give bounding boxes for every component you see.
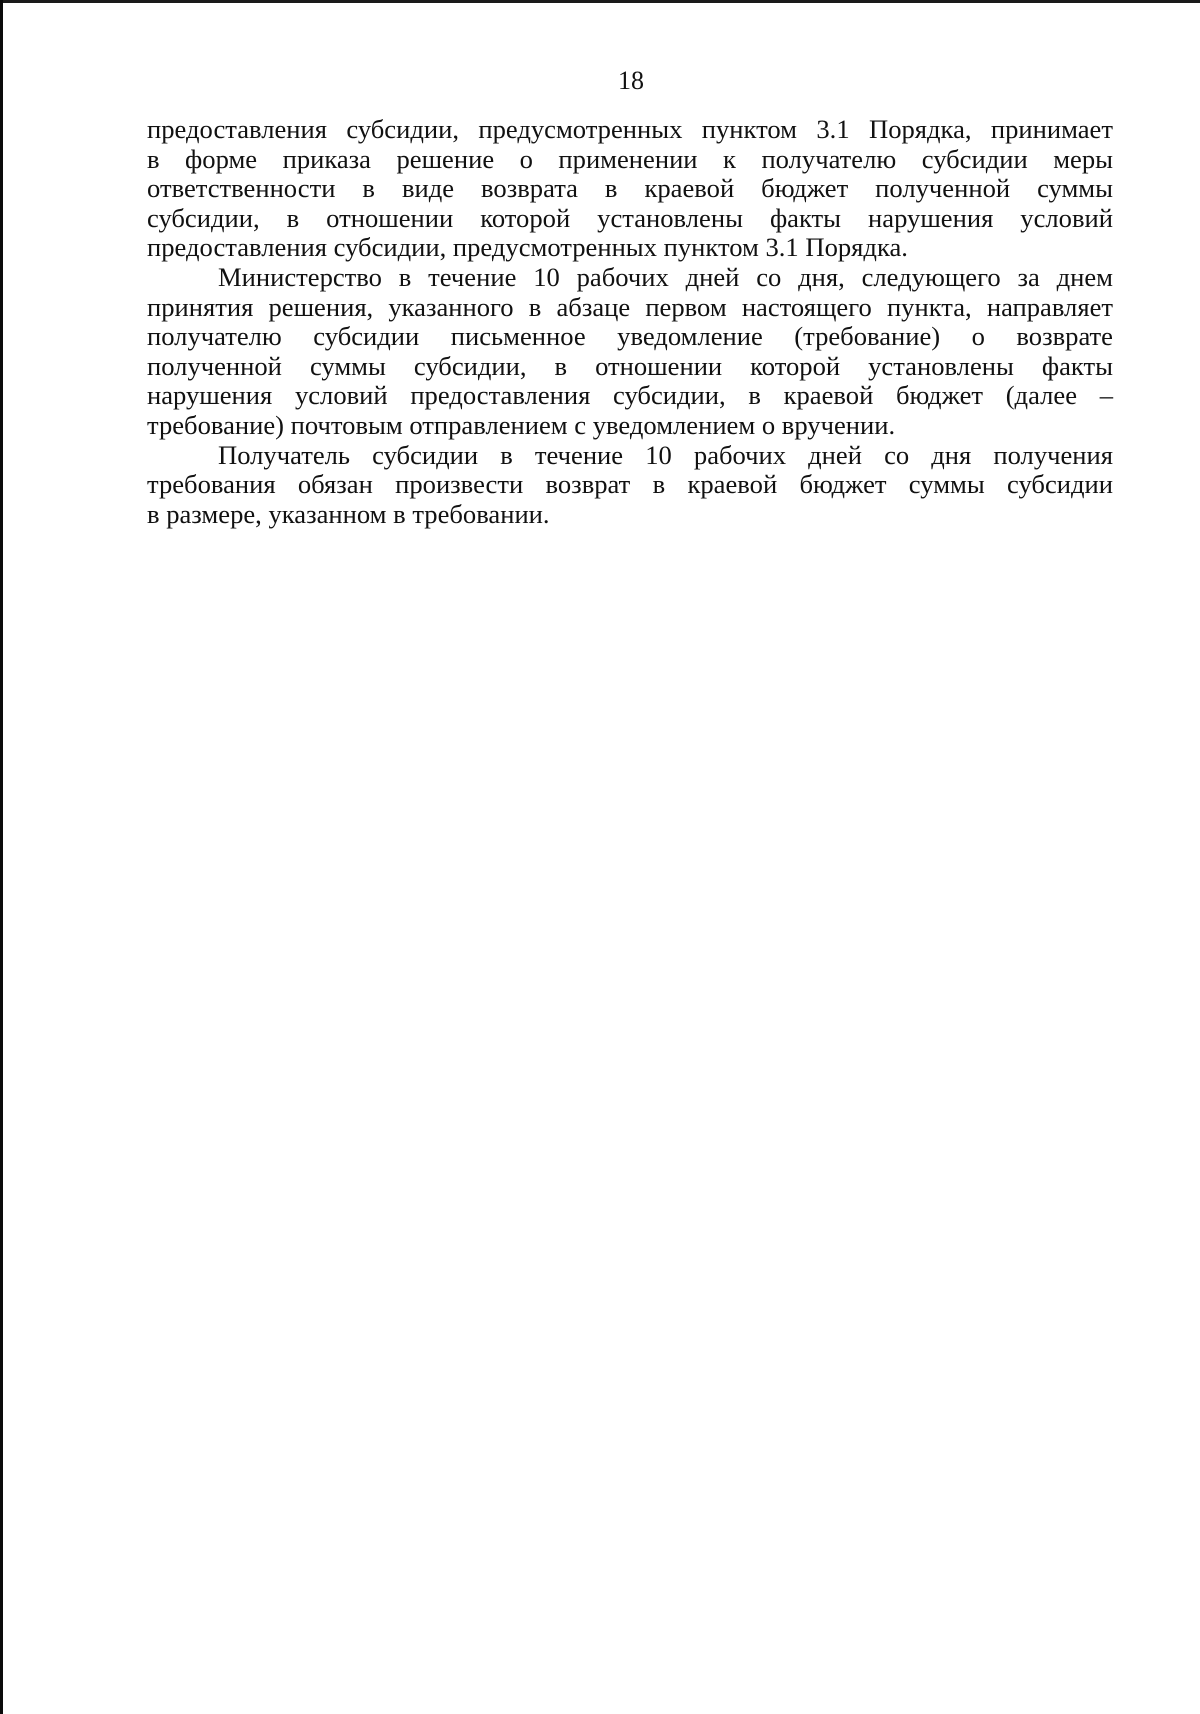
text-line: субсидии, в отношении которой установлены факты нарушения условий [147,202,1113,233]
text-line: предоставления субсидии, предусмотренных пунктом 3.1 Порядка, принимает [147,114,1113,144]
paragraph-3 [147,441,1113,530]
text-line: принятия решения, указанного в абзаце первом настоящего пункта, направляет [147,291,1113,322]
text-line: получателю субсидии письменное уведомление (требование) о возврате [147,321,1113,352]
text-line: нарушения условий предоставления субсидии, в краевой бюджет (далее – [147,380,1113,411]
paragraph-2 [147,263,1113,441]
scan-border-top [0,0,1200,3]
text-line: в размере, указанном в требовании. [147,498,550,529]
text-line: Получатель субсидии в течение 10 рабочих дней со дня получения [218,439,1113,470]
text-line: требование) почтовым отправлением с уведомлением о вручении. [147,409,896,440]
page-number: 18 [618,66,644,95]
text-line: требования обязан произвести возврат в краевой бюджет суммы субсидии [147,469,1113,500]
scan-border-left [0,0,3,1714]
text-line: предоставления субсидии, предусмотренных пунктом 3.1 Порядка. [147,232,908,263]
document-body [147,115,1113,529]
text-line: ответственности в виде возврата в краевой бюджет полученной суммы [147,173,1113,204]
text-line: в форме приказа решение о применении к получателю субсидии меры [147,143,1113,174]
text-line: полученной суммы субсидии, в отношении которой установлены факты [147,350,1113,381]
paragraph-1 [147,115,1113,263]
text-line: Министерство в течение 10 рабочих дней со дня, следующего за днем [218,261,1113,292]
